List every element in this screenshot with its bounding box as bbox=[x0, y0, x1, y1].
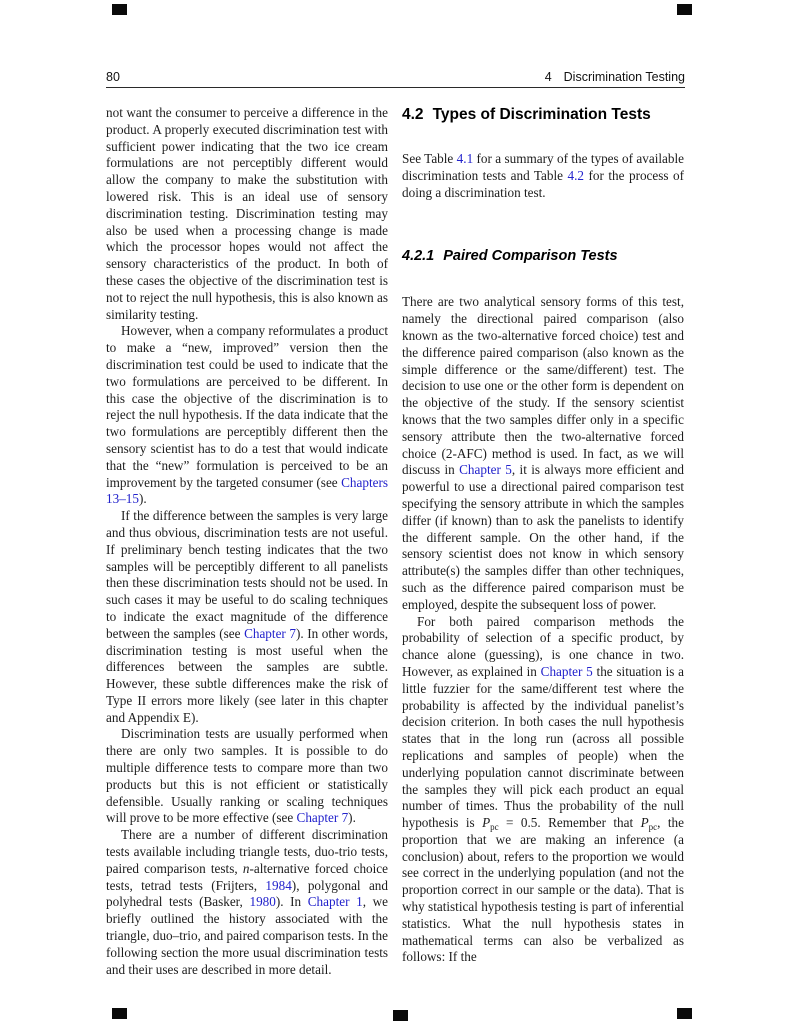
page-number: 80 bbox=[106, 70, 120, 84]
heading-title: Paired Comparison Tests bbox=[443, 248, 618, 265]
paragraph: However, when a company reformulates a product to make a “new, improved” version then the discrimination test could be used to indicate that the two formulations are perceived to be different. In this case the objective of the discrimination is to reject the null hypothesis. If the data indicate that the two formulations are perceptibly different then the sensory scientist has to do a test that would indicate that the “new” formulation is perceived to be an improvement by the targeted consumer (see Chapters 13–15). bbox=[106, 323, 388, 507]
heading-title: Types of Discrimination Tests bbox=[432, 106, 651, 123]
paragraph: Discrimination tests are usually performed when there are only two samples. It is possible to do multiple difference tests to compare more than two products but this is not efficient or statistically defensible. Usually ranking or scaling techniques will prove to be more effective (see Chapter 7). bbox=[106, 726, 388, 826]
running-header bbox=[106, 0, 685, 84]
paragraph: If the difference between the samples is very large and thus obvious, discrimination tests are not useful. If preliminary bench testing indicates that the two samples will be perceptibly different to all panelists then these discrimination tests should not be used. In such cases it may be useful to do scaling techniques to indicate the exact magnitude of the difference between the samples (see Chapter 7). In other words, discrimination testing is most useful when the differences between the samples are subtle. However, these subtle differences make the risk of Type II errors more likely (see later in this chapter and Appendix E). bbox=[106, 508, 389, 725]
math-subscript: pc bbox=[648, 822, 658, 833]
cross-reference-link[interactable]: 4.1 bbox=[456, 151, 474, 166]
cross-reference-link[interactable]: 1980 bbox=[249, 894, 276, 910]
cross-reference-link[interactable]: 1984 bbox=[265, 877, 292, 893]
cross-reference-link[interactable]: Chapter 5 bbox=[540, 663, 593, 679]
header-rule bbox=[106, 87, 685, 88]
math-variable: n bbox=[242, 860, 250, 876]
paragraph: There are two analytical sensory forms of this test, namely the directional paired comparison (also known as the two-alternative forced choice) test and the difference paired comparison (also known as the simple difference or the same/different) test. The decision to use one or the other form is dependent on the objective of the study. If the sensory scientist knows that the two samples differ only in a specific sensory attribute then the two-alternative forced choice (2-AFC) method is used. In fact, as we will discuss in Chapter 5, it is always more efficient and powerful to use a directional paired comparison test specifying the sensory attribute in which the samples differ (if known) than to ask the panelists to identify the different sample. On the other hand, if the sensory scientist does not know in which sensory attribute(s) the samples differ than other techniques, such as the difference paired comparison must be employed, despite the subsequent loss of power. bbox=[402, 294, 685, 612]
scan-registration-mark bbox=[112, 1008, 127, 1019]
paragraph: not want the consumer to perceive a difference in the product. A properly executed discrimination test with sufficient power indicating that the two ice cream formulations are not perceptibly different would allow the company to make the substitution with lowered risk. This is an ideal use of sensory discrimination testing. Discrimination testing may also be used when a processing change is made which the processor hopes would not affect the sensory characteristics of the product. In both of these cases the objective of the discrimination test is not to reject the null hypothesis, this is also known as similarity testing. bbox=[106, 105, 388, 322]
cross-reference-link[interactable]: Chapter 7 bbox=[244, 625, 296, 641]
chapter-number: 4 bbox=[544, 70, 552, 84]
scan-registration-mark bbox=[677, 1008, 692, 1019]
paragraph: There are a number of different discrimination tests available including triangle tests, duo-trio tests, paired comparison tests, n-alternative forced choice tests, tetrad tests (Frijters, 1984), polygonal and polyhedral tests (Basker, 1980). In Chapter 1, we briefly outlined the history associated with the triangle, duo–trio, and paired comparison tests. In the following section the more usual discrimination tests and their uses are described in more detail. bbox=[106, 827, 388, 977]
scan-registration-mark bbox=[677, 4, 692, 15]
scan-registration-mark bbox=[112, 4, 127, 15]
right-column bbox=[402, 105, 684, 978]
cross-reference-link[interactable]: Chapters 13–15 bbox=[106, 474, 388, 507]
text-columns bbox=[106, 105, 685, 978]
scan-registration-mark bbox=[393, 1010, 408, 1021]
cross-reference-link[interactable]: Chapter 7 bbox=[296, 810, 349, 826]
left-column bbox=[106, 105, 388, 978]
paragraph: See Table 4.1 for a summary of the types of available discrimination tests and Table 4.2 for the process of doing a discrimination test. bbox=[402, 151, 685, 200]
chapter-title: Discrimination Testing bbox=[563, 70, 685, 84]
subsection-heading bbox=[402, 247, 684, 265]
heading-number: 4.2.1 bbox=[402, 248, 435, 265]
cross-reference-link[interactable]: Chapter 5 bbox=[459, 462, 512, 478]
paragraph: For both paired comparison methods the probability of selection of a specific product, by chance alone (guessing), is one chance in two. However, as explained in Chapter 5 the situation is a little fuzzier for the same/different test where the probability is affected by the individual panelist’s decision criterion. In both cases the null hypothesis states that in the long run (across all possible replications and samples of people) when the underlying population cannot discriminate between the samples they will pick each product an equal number of times. Thus the probability of the null hypothesis is $P_{pc} = 0.5$. Remember that $P_{pc}$, the proportion that we are making an inference (a conclusion) about, refers to the proportion we would see correct in the underlying population (and not the proportion correct in our sample or the data). That is why statistical hypothesis testing is part of inferential statistics. What the null hypothesis states in mathematical terms can also be verbalized as follows: If the bbox=[402, 613, 684, 965]
math-variable: P bbox=[640, 815, 649, 831]
running-head-title bbox=[545, 70, 685, 84]
heading-number: 4.2 bbox=[402, 106, 424, 123]
cross-reference-link[interactable]: Chapter 1 bbox=[307, 894, 363, 910]
math-subscript: pc bbox=[490, 822, 499, 833]
cross-reference-link[interactable]: 4.2 bbox=[567, 167, 584, 183]
section-heading bbox=[402, 105, 684, 124]
math-variable: P bbox=[482, 815, 491, 831]
